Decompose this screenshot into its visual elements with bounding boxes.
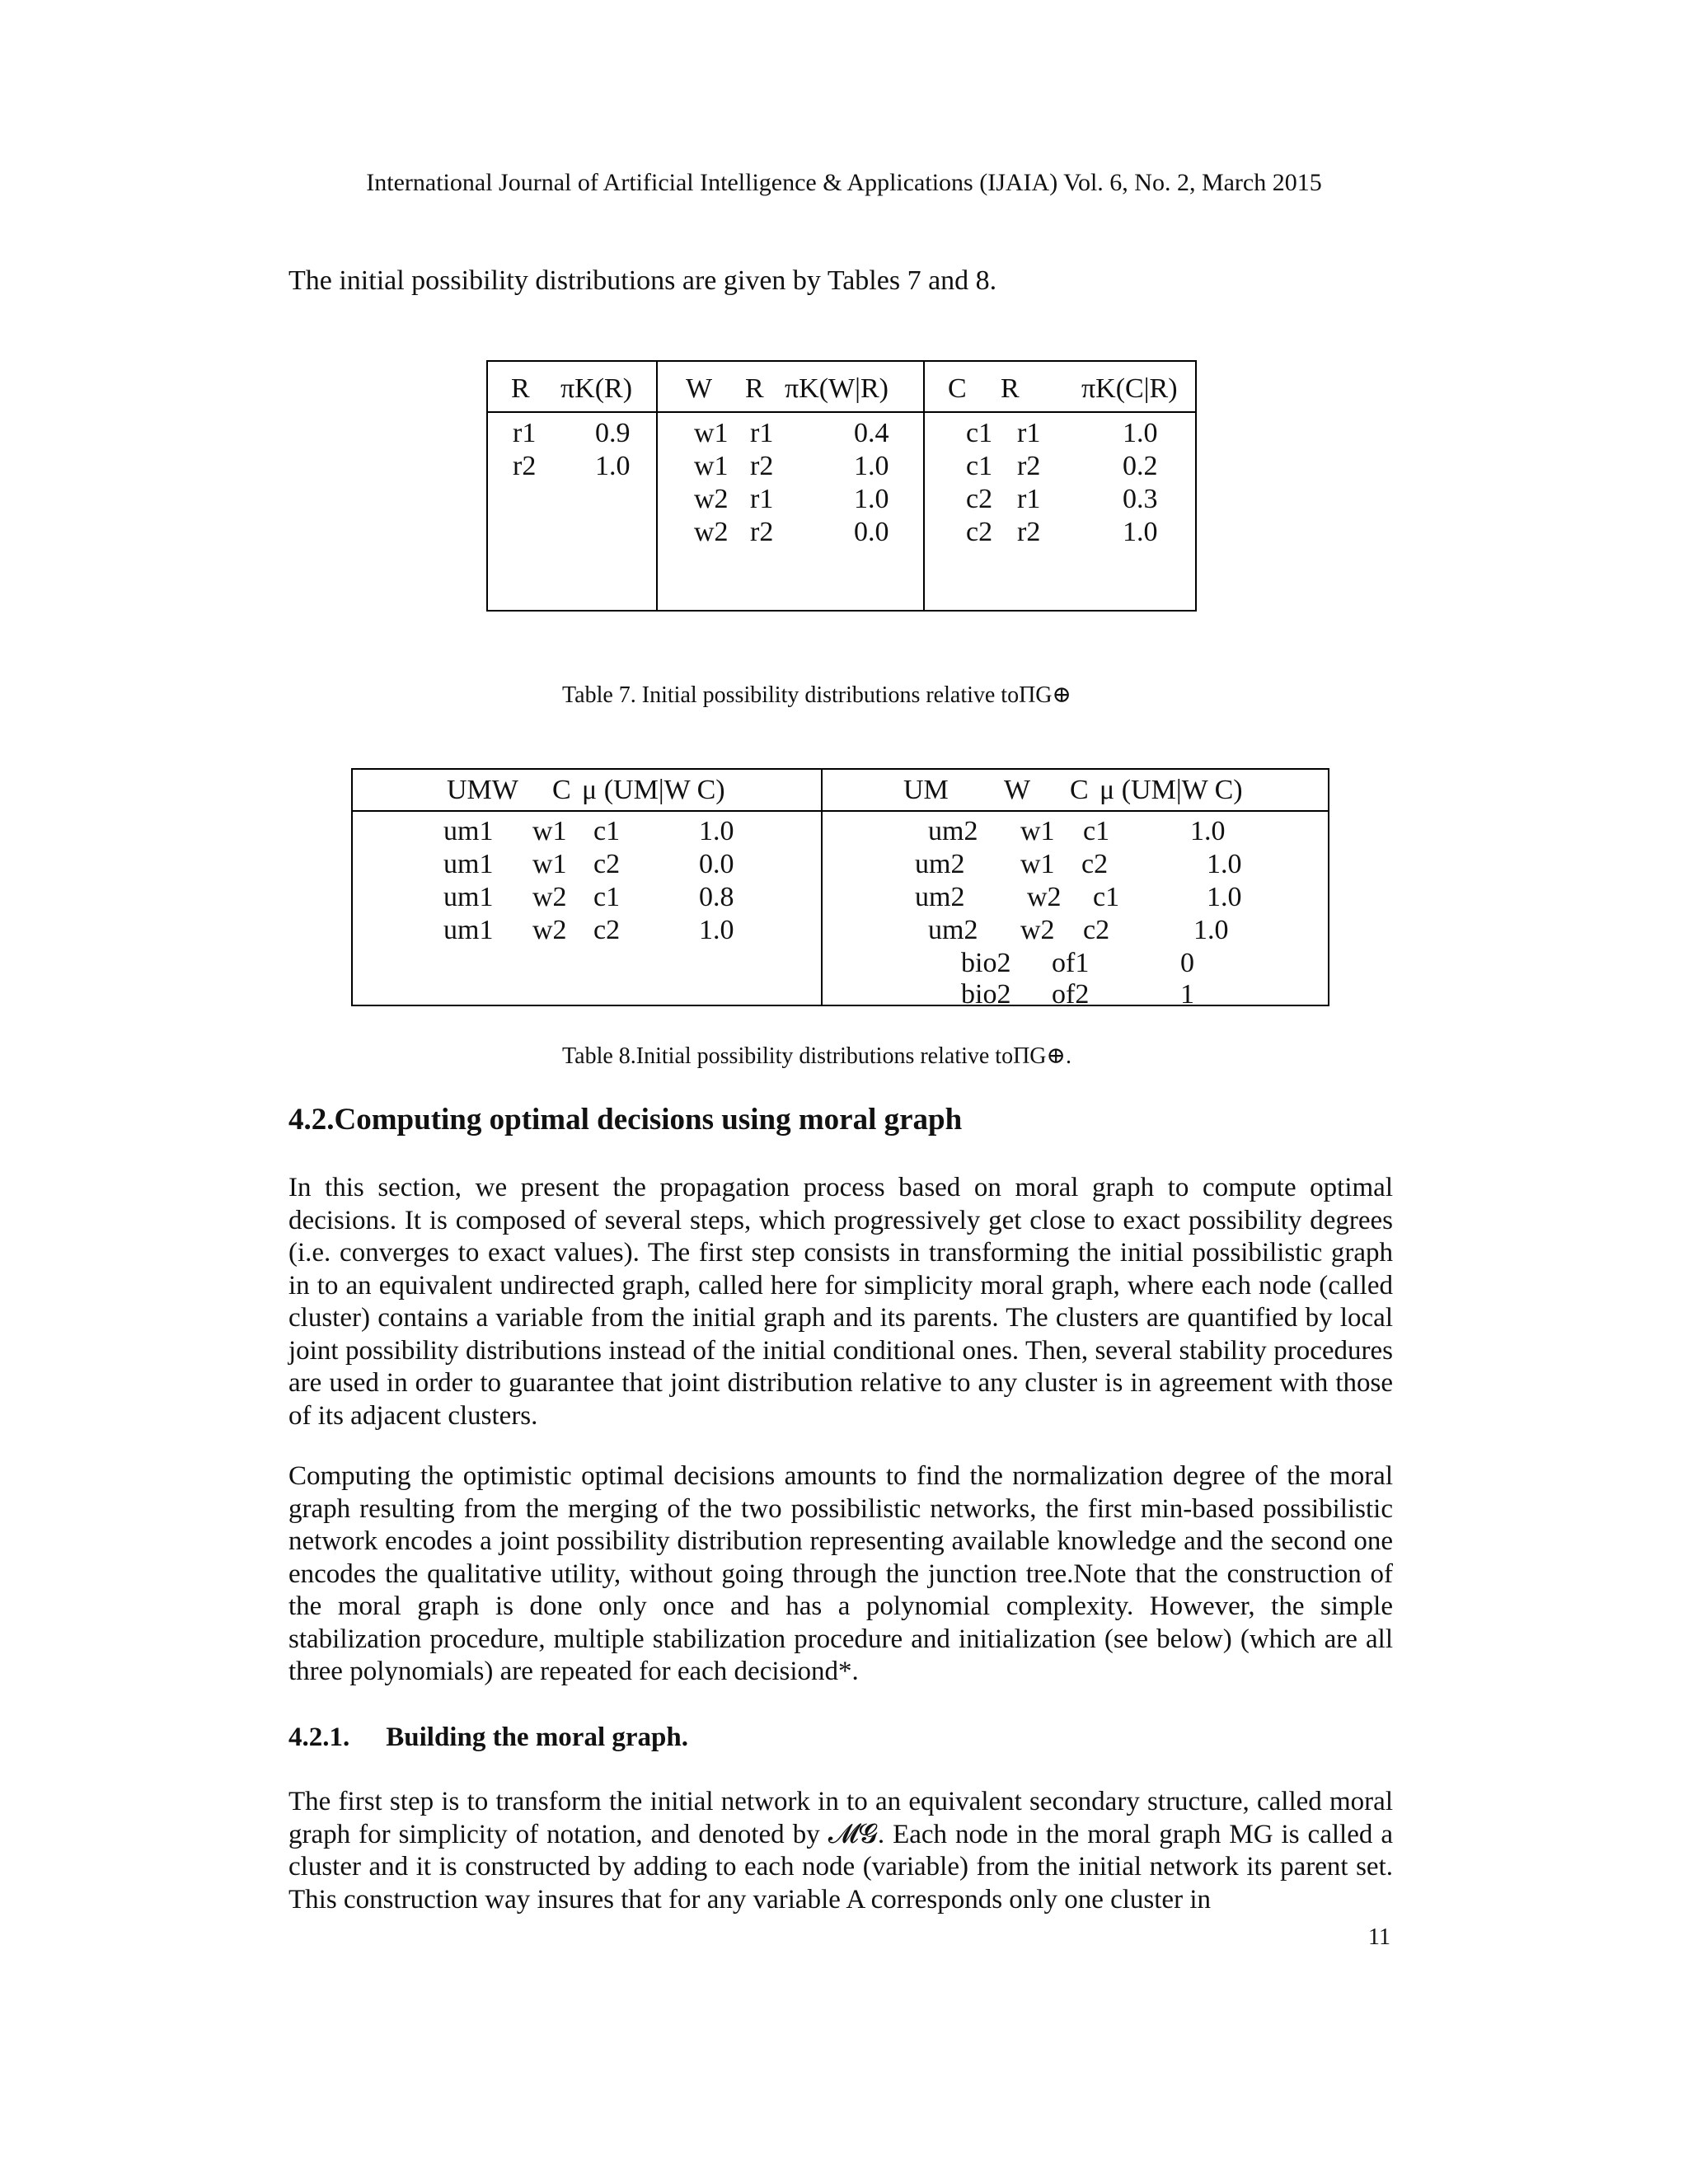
table-7-caption: Table 7. Initial possibility distributions relative toΠG⊕ bbox=[562, 682, 1071, 708]
t7-wr-value: r1 bbox=[750, 418, 774, 448]
t7-w-value: w2 bbox=[694, 517, 729, 547]
t7-c-value: c1 bbox=[966, 418, 993, 448]
t7-w-value: w2 bbox=[694, 484, 729, 514]
t7-pi-wr-value: 1.0 bbox=[854, 484, 889, 514]
t8-bio-value: bio2 bbox=[961, 948, 1011, 978]
subsection-title: Building the moral graph. bbox=[386, 1722, 688, 1752]
t8-mu-value: 1.0 bbox=[699, 816, 734, 846]
t7-w-value: w1 bbox=[694, 418, 729, 448]
t8-c-value: c2 bbox=[593, 849, 621, 879]
t7-pi-cr-value: 1.0 bbox=[1123, 418, 1158, 448]
paragraph-1: In this section, we present the propagation process based on moral graph to compute optimal decisions. It is composed of several steps, which progressively get close to exact possibility degrees (i.e. converges to exact values). The first step consists in transforming the initial possibilistic graph in to an equivalent undirected graph, called here for simplicity moral graph, where each node (called cluster) contains a variable from the initial graph and its parents. The clusters are quantified by local joint possibility distributions instead of the initial conditional ones. Then, several stability procedures are used in order to guarantee that joint distribution relative to any cluster is in agreement with those of its adjacent clusters. bbox=[288, 1173, 1393, 1431]
t8-bio-mu-value: 1 bbox=[1180, 979, 1194, 1010]
t7-pi-cr-value: 1.0 bbox=[1123, 517, 1158, 547]
t7-c-value: c2 bbox=[966, 484, 993, 514]
t8-w-value: w1 bbox=[1020, 849, 1055, 879]
t8-c-value: c1 bbox=[593, 882, 621, 912]
table-8-header-rule bbox=[353, 810, 1328, 812]
t8-of-value: of2 bbox=[1052, 979, 1090, 1010]
t8-um-value: um2 bbox=[928, 816, 978, 846]
t8-um-value: um2 bbox=[915, 882, 965, 912]
t8-um-value: um1 bbox=[443, 882, 494, 912]
t8-w-value: w1 bbox=[532, 816, 567, 846]
t8-c-value: c1 bbox=[1083, 816, 1110, 846]
t7-header-pi-cr: πK(C|R) bbox=[1081, 373, 1178, 404]
subsection-heading bbox=[288, 1722, 688, 1753]
t8-um-value: um1 bbox=[443, 849, 494, 879]
table-7-divider-2 bbox=[923, 362, 925, 610]
t8-mu-value: 1.0 bbox=[1193, 915, 1229, 945]
t8-um-value: um2 bbox=[915, 849, 965, 879]
t8-mu-value: 1.0 bbox=[1207, 882, 1242, 912]
t7-header-w: W bbox=[686, 373, 713, 404]
t7-r-value: r1 bbox=[513, 418, 537, 448]
t8-um-value: um2 bbox=[928, 915, 978, 945]
t8-left-header-mu: μ (UM|W C) bbox=[582, 775, 725, 805]
t7-pi-cr-value: 0.2 bbox=[1123, 451, 1158, 481]
intro-sentence: The initial possibility distributions are given by Tables 7 and 8. bbox=[288, 265, 997, 296]
t8-c-value: c2 bbox=[1083, 915, 1110, 945]
t8-c-value: c1 bbox=[593, 816, 621, 846]
t8-w-value: w2 bbox=[532, 882, 567, 912]
t8-mu-value: 1.0 bbox=[1190, 816, 1226, 846]
t8-w-value: w2 bbox=[1020, 915, 1055, 945]
t7-header-c: C bbox=[948, 373, 967, 404]
t8-right-header-um: UM bbox=[903, 775, 949, 805]
page-number: 11 bbox=[1368, 1924, 1390, 1950]
paragraph-3: The first step is to transform the initial network in to an equivalent secondary structure, called moral graph for simplicity of notation, and denoted by 𝓜𝓖. Each node in the moral graph MG is called a cluster and it is constructed by adding to each node (variable) from the initial network its parent set. This construction way insures that for any variable A corresponds only one cluster in bbox=[288, 1787, 1393, 1915]
table-7-divider-1 bbox=[656, 362, 658, 610]
t7-cr-value: r1 bbox=[1017, 484, 1041, 514]
t7-pi-value: 0.9 bbox=[595, 418, 631, 448]
t7-pi-wr-value: 0.0 bbox=[854, 517, 889, 547]
journal-header: International Journal of Artificial Intelligence & Applications (IJAIA) Vol. 6, No. 2, March 2015 bbox=[366, 169, 1322, 196]
t7-pi-cr-value: 0.3 bbox=[1123, 484, 1158, 514]
t7-pi-value: 1.0 bbox=[595, 451, 631, 481]
t8-bio-mu-value: 0 bbox=[1180, 948, 1194, 978]
t8-right-header-mu: μ (UM|W C) bbox=[1100, 775, 1243, 805]
t7-pi-wr-value: 1.0 bbox=[854, 451, 889, 481]
paragraph-2: Computing the optimistic optimal decisions amounts to find the normalization degree of the moral graph resulting from the merging of the two possibilistic networks, the first min-based possibilistic network encodes a joint possibility distribution representing available knowledge and the second one encodes the qualitative utility, without going through the junction tree.Note that the construction of the moral graph is done only once and has a polynomial complexity. However, the simple stabilization procedure, multiple stabilization procedure and initialization (see below) (which are all three polynomials) are repeated for each decisiond*. bbox=[288, 1461, 1393, 1686]
t8-left-header-umw: UMW bbox=[447, 775, 518, 805]
t8-left-header-c: C bbox=[552, 775, 571, 805]
t7-header-cr: R bbox=[1001, 373, 1020, 404]
t8-c-value: c2 bbox=[593, 915, 621, 945]
subsection-number: 4.2.1. bbox=[288, 1722, 350, 1752]
t8-c-value: c2 bbox=[1081, 849, 1109, 879]
table-8-caption: Table 8.Initial possibility distributions relative toΠG⊕. bbox=[562, 1043, 1071, 1069]
table-7 bbox=[486, 360, 1197, 612]
t7-pi-wr-value: 0.4 bbox=[854, 418, 889, 448]
t7-header-pi-r: πK(R) bbox=[560, 373, 633, 404]
t8-w-value: w2 bbox=[532, 915, 567, 945]
t8-um-value: um1 bbox=[443, 915, 494, 945]
t8-mu-value: 0.8 bbox=[699, 882, 734, 912]
table-7-header-rule bbox=[488, 411, 1195, 413]
t7-wr-value: r1 bbox=[750, 484, 774, 514]
t8-right-header-c: C bbox=[1070, 775, 1089, 805]
t7-wr-value: r2 bbox=[750, 517, 774, 547]
t7-header-pi-wr: πK(W|R) bbox=[785, 373, 889, 404]
section-heading: 4.2.Computing optimal decisions using moral graph bbox=[288, 1103, 963, 1137]
table-8 bbox=[351, 768, 1329, 1010]
t7-c-value: c2 bbox=[966, 517, 993, 547]
t7-c-value: c1 bbox=[966, 451, 993, 481]
t8-w-value: w2 bbox=[1027, 882, 1062, 912]
t7-header-r: R bbox=[511, 373, 530, 404]
t7-wr-value: r2 bbox=[750, 451, 774, 481]
t8-c-value: c1 bbox=[1093, 882, 1120, 912]
t7-header-wr: R bbox=[745, 373, 764, 404]
t7-cr-value: r2 bbox=[1017, 517, 1041, 547]
t8-w-value: w1 bbox=[1020, 816, 1055, 846]
t7-cr-value: r1 bbox=[1017, 418, 1041, 448]
t8-mu-value: 1.0 bbox=[699, 915, 734, 945]
t8-right-header-w: W bbox=[1004, 775, 1031, 805]
t8-bio-value: bio2 bbox=[961, 979, 1011, 1010]
t7-w-value: w1 bbox=[694, 451, 729, 481]
t8-of-value: of1 bbox=[1052, 948, 1090, 978]
t8-mu-value: 0.0 bbox=[699, 849, 734, 879]
t8-mu-value: 1.0 bbox=[1207, 849, 1242, 879]
table-8-divider bbox=[821, 770, 823, 1005]
t8-um-value: um1 bbox=[443, 816, 494, 846]
t7-r-value: r2 bbox=[513, 451, 537, 481]
t8-w-value: w1 bbox=[532, 849, 567, 879]
t7-cr-value: r2 bbox=[1017, 451, 1041, 481]
